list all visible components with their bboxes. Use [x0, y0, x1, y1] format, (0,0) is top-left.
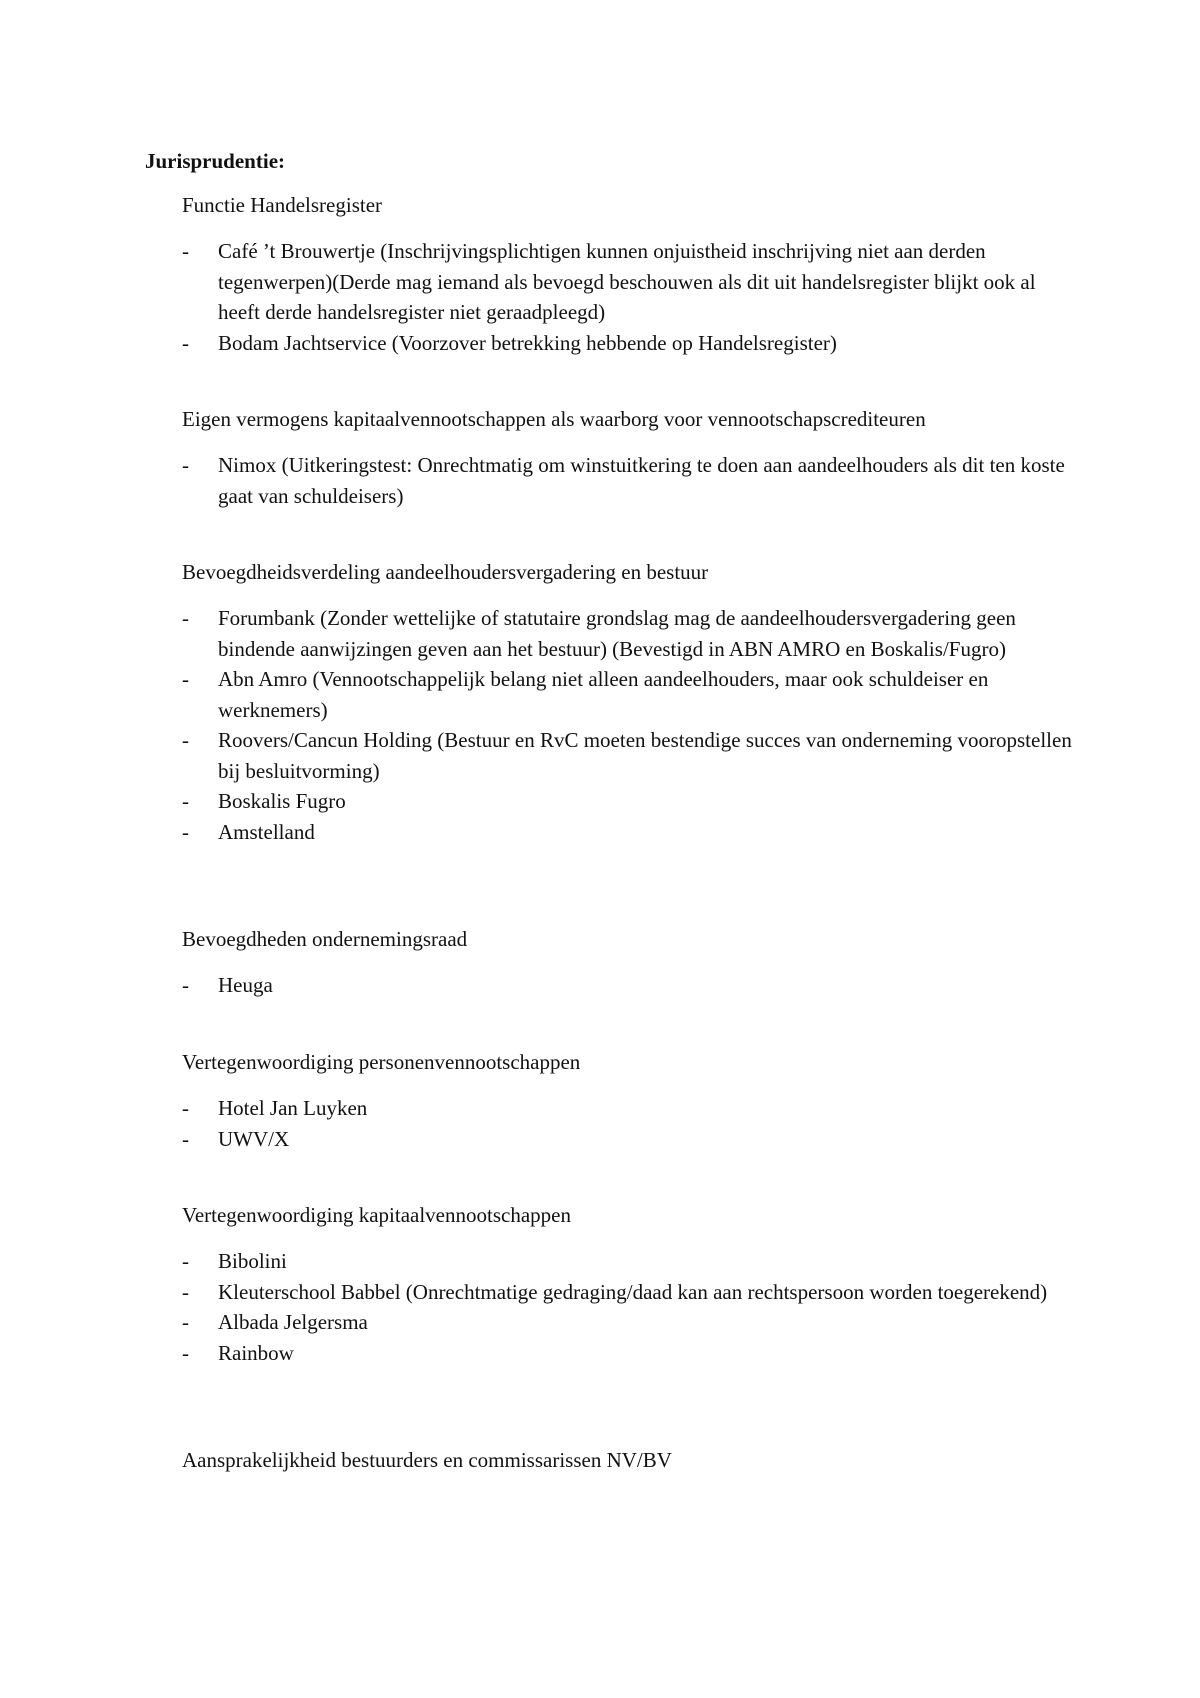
list-item-text: Nimox (Uitkeringstest: Onrechtmatig om winstuitkering te doen aan aandeelhouders als dit ten koste gaat van schuldeisers)	[218, 453, 1065, 508]
list-item: - Café ’t Brouwertje (Inschrijvingsplichtigen kunnen onjuistheid inschrijving niet aan derden tegenwerpen)(Derde mag iemand als bevoegd beschouwen als dit uit handelsregister blijkt ook al heeft derde handelsregister niet geraadpleegd)	[182, 239, 1036, 324]
case-list	[182, 236, 1082, 358]
list-item: - Albada Jelgersma	[182, 1310, 368, 1334]
section-heading: Functie Handelsregister	[182, 193, 383, 217]
list-item: - Amstelland	[182, 819, 315, 844]
list-item-text: Hotel Jan Luyken	[218, 1096, 368, 1120]
list-item: - Roovers/Cancun Holding (Bestuur en RvC moeten bestendige succes van onderneming vooropstellen bij besluitvorming)	[182, 728, 1072, 783]
list-item: - Abn Amro (Vennootschappelijk belang niet alleen aandeelhouders, maar ook schuldeiser en werknemers)	[182, 667, 989, 722]
section-heading: Vertegenwoordiging personenvennootschappen	[182, 1050, 581, 1074]
case-list	[182, 970, 1082, 1001]
case-list	[182, 603, 1082, 847]
section-functie-handelsregister	[182, 190, 1082, 358]
section-heading: Bevoegdheidsverdeling aandeelhoudersvergadering en bestuur	[182, 560, 709, 584]
list-item: - Nimox (Uitkeringstest: Onrechtmatig om winstuitkering te doen aan aandeelhouders als dit ten koste gaat van schuldeisers)	[182, 453, 1065, 508]
list-item-text: Forumbank (Zonder wettelijke of statutaire grondslag mag de aandeelhoudersvergadering geen bindende aanwijzingen geven aan het bestuur) (Bevestigd in ABN AMRO en Boskalis/Fugro)	[218, 606, 1016, 661]
list-item-text: Bodam Jachtservice (Voorzover betrekking hebbende op Handelsregister)	[218, 330, 837, 355]
list-item-text: Roovers/Cancun Holding (Bestuur en RvC moeten bestendige succes van onderneming vooropstellen bij besluitvorming)	[218, 728, 1072, 783]
list-item: - Heuga	[182, 973, 273, 997]
list-item-text: Café ’t Brouwertje (Inschrijvingsplichtigen kunnen onjuistheid inschrijving niet aan derden tegenwerpen)(Derde mag iemand als bevoegd beschouwen als dit uit handelsregister blijkt ook al heeft derde handelsregister niet geraadpleegd)	[218, 239, 1036, 324]
case-list	[182, 450, 1082, 511]
section-heading: Eigen vermogens kapitaalvennootschappen als waarborg voor vennootschapscrediteuren	[182, 407, 926, 431]
list-item-text: Amstelland	[218, 819, 315, 844]
document-title: Jurisprudentie:	[145, 149, 286, 173]
list-item: - UWV/X	[182, 1126, 290, 1151]
section-heading: Aansprakelijkheid bestuurders en commissarissen NV/BV	[182, 1448, 672, 1472]
list-item: - Rainbow	[182, 1340, 294, 1365]
list-item: - Bibolini	[182, 1249, 287, 1273]
list-item: - Forumbank (Zonder wettelijke of statutaire grondslag mag de aandeelhoudersvergadering geen bindende aanwijzingen geven aan het bestuur) (Bevestigd in ABN AMRO en Boskalis/Fugro)	[182, 606, 1016, 661]
section-vertegenwoordiging-kapitaalvennootschappen	[182, 1200, 1082, 1368]
section-eigen-vermogens	[182, 404, 1082, 511]
list-item: - Kleuterschool Babbel (Onrechtmatige gedraging/daad kan aan rechtspersoon worden toegerekend)	[182, 1279, 1048, 1304]
section-aansprakelijkheid-bestuurders	[182, 1445, 1082, 1491]
case-list	[182, 1246, 1082, 1368]
section-bevoegdheidsverdeling	[182, 557, 1082, 847]
list-item-text: Heuga	[218, 973, 273, 997]
section-heading: Bevoegdheden ondernemingsraad	[182, 927, 468, 951]
list-item-text: UWV/X	[218, 1126, 290, 1151]
list-item-text: Rainbow	[218, 1340, 294, 1365]
list-item-text: Albada Jelgersma	[218, 1310, 368, 1334]
list-item-text: Abn Amro (Vennootschappelijk belang niet alleen aandeelhouders, maar ook schuldeiser en werknemers)	[218, 667, 989, 722]
section-heading: Vertegenwoordiging kapitaalvennootschappen	[182, 1203, 571, 1227]
list-item: - Boskalis Fugro	[182, 789, 346, 813]
list-item-text: Boskalis Fugro	[218, 789, 346, 813]
list-item-text: Kleuterschool Babbel (Onrechtmatige gedraging/daad kan aan rechtspersoon worden toegerekend)	[218, 1279, 1048, 1304]
case-list	[182, 1093, 1082, 1154]
list-item: - Hotel Jan Luyken	[182, 1096, 368, 1120]
list-item: - Bodam Jachtservice (Voorzover betrekking hebbende op Handelsregister)	[182, 330, 837, 355]
section-bevoegdheden-ondernemingsraad	[182, 924, 1082, 1001]
section-vertegenwoordiging-personenvennootschappen	[182, 1047, 1082, 1154]
list-item-text: Bibolini	[218, 1249, 287, 1273]
